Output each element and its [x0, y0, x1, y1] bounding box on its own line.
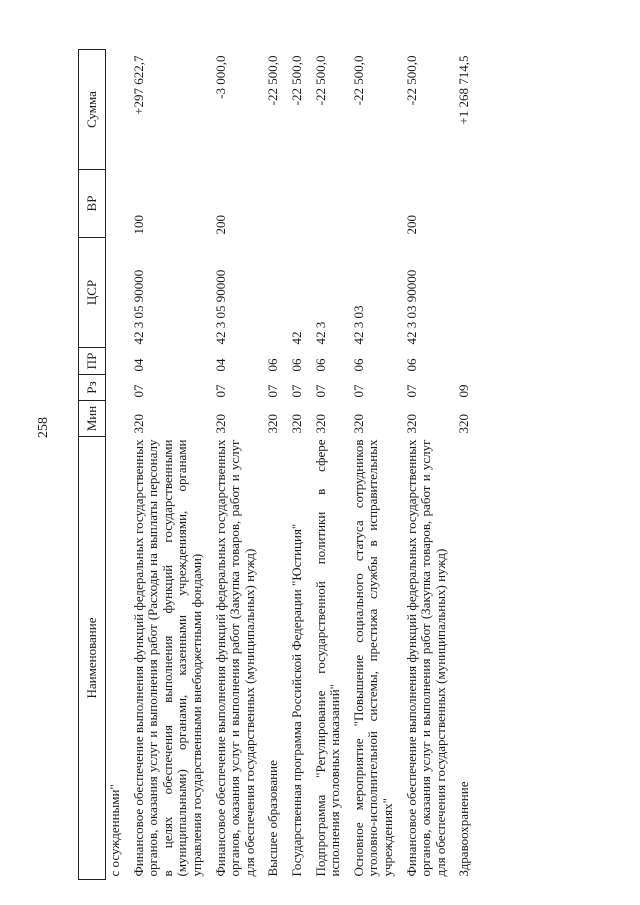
budget-table [78, 49, 476, 880]
table-row [347, 50, 400, 880]
row-sum: +297 622,7 [130, 55, 146, 115]
header-vr: ВР [79, 170, 106, 238]
rotated-page [78, 50, 618, 880]
header-sum: Сумма [79, 50, 106, 170]
row-vr: 100 [130, 215, 146, 235]
row-pr: 06 [312, 358, 328, 372]
table-row [209, 50, 262, 880]
row-vr [452, 170, 476, 238]
header-pr: ПР [79, 348, 106, 375]
row-vr [261, 170, 285, 238]
header-csr: ЦСР [79, 238, 106, 348]
row-rz: 07 [130, 384, 146, 398]
row-pr: 06 [265, 358, 281, 372]
row-pr [106, 348, 127, 375]
row-csr: 42 3 03 90000 [403, 269, 419, 345]
row-name: Финансовое обеспечение выполнения функций федеральных государственных органов, оказания услуг и выполнения работ (Закупка товаров, работ и услуг для обеспечения государственных (муниципальных) нужд) [403, 439, 448, 877]
row-min: 320 [350, 414, 366, 434]
row-name: Финансовое обеспечение выполнения функций федеральных государственных органов, оказания услуг и выполнения работ (Расходы на выплаты персоналу в целях обеспечения выполнения функций государственными (муниципальными) органами, казенными учреждениями, органами управления государственными внебюджетными фондами) [130, 439, 204, 877]
table-row [309, 50, 347, 880]
row-vr: 200 [212, 215, 228, 235]
row-sum: +1 268 714,5 [456, 55, 472, 125]
table-row [127, 50, 209, 880]
row-rz: 09 [456, 384, 472, 398]
row-min: 320 [130, 414, 146, 434]
row-name: Государственная программа Российской Федерации "Юстиция" [288, 523, 304, 877]
row-name: с осужденными" [107, 784, 122, 877]
row-min: 320 [265, 414, 281, 434]
row-rz [106, 375, 127, 401]
row-pr: 06 [403, 358, 419, 372]
row-min: 320 [312, 414, 328, 434]
row-rz: 07 [265, 384, 281, 398]
row-vr [106, 170, 127, 238]
table-row [400, 50, 453, 880]
row-min: 320 [288, 414, 304, 434]
row-pr: 04 [212, 358, 228, 372]
row-csr: 42 3 03 [350, 305, 366, 345]
row-pr: 04 [130, 358, 146, 372]
row-rz: 07 [312, 384, 328, 398]
row-name: Подпрограмма "Регулирование государственной политики в сфере исполнения уголовных наказаний" [312, 439, 343, 877]
row-rz: 07 [350, 384, 366, 398]
table-row [285, 50, 309, 880]
row-sum: -22 500,0 [312, 55, 328, 106]
page-number: 258 [36, 417, 51, 438]
table-row [261, 50, 285, 880]
row-sum: -22 500,0 [350, 55, 366, 106]
row-csr: 42 3 [312, 321, 328, 345]
row-pr [452, 348, 476, 375]
row-csr [452, 238, 476, 348]
row-sum: -22 500,0 [265, 55, 281, 106]
header-name: Наименование [79, 437, 106, 880]
row-sum [106, 50, 127, 170]
row-rz: 07 [212, 384, 228, 398]
row-vr: 200 [403, 215, 419, 235]
row-pr: 06 [350, 358, 366, 372]
header-rz: Рз [79, 375, 106, 401]
row-csr: 42 3 05 90000 [130, 269, 146, 345]
row-min: 320 [403, 414, 419, 434]
row-csr: 42 3 05 90000 [212, 269, 228, 345]
header-min: Мин [79, 401, 106, 437]
row-name: Здравоохранение [456, 781, 472, 877]
row-sum: -22 500,0 [403, 55, 419, 106]
table-row [452, 50, 476, 880]
row-rz: 07 [288, 384, 304, 398]
row-sum: -22 500,0 [288, 55, 304, 106]
row-csr [261, 238, 285, 348]
row-csr [106, 238, 127, 348]
row-sum: -3 000,0 [212, 55, 228, 99]
table-row [106, 50, 127, 880]
row-vr [309, 170, 347, 238]
table-header-row [79, 50, 106, 880]
row-name: Финансовое обеспечение выполнения функций федеральных государственных органов, оказания услуг и выполнения работ (Закупка товаров, работ и услуг для обеспечения государственных (муниципальных) нужд) [212, 439, 257, 877]
row-min: 320 [456, 414, 472, 434]
row-vr [347, 170, 400, 238]
row-name: Основное мероприятие "Повышение социального статуса сотрудников уголовно-исполнительной системы, престижа службы в исправительных учреждениях" [350, 439, 395, 877]
row-min [106, 401, 127, 437]
row-vr [285, 170, 309, 238]
row-name: Высшее образование [265, 760, 281, 877]
row-csr: 42 [288, 331, 304, 345]
row-min: 320 [212, 414, 228, 434]
row-pr: 06 [288, 358, 304, 372]
row-rz: 07 [403, 384, 419, 398]
